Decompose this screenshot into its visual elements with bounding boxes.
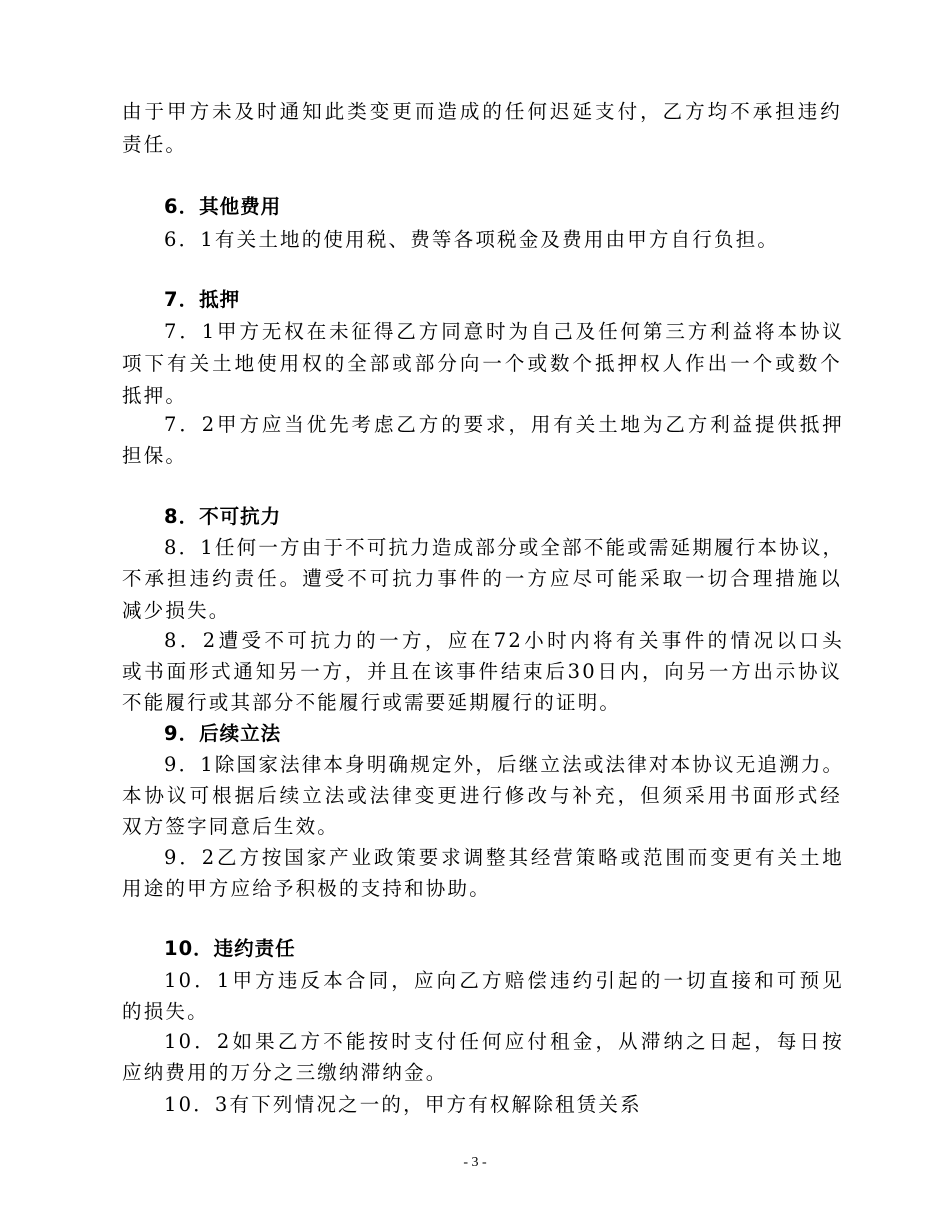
section-heading-7: 7．抵押 [164,288,241,311]
paragraph-line: 本协议可根据后续立法或法律变更进行修改与补充，但须采用书面形式经 [122,784,842,807]
clause-7-2: 7．2甲方应当优先考虑乙方的要求，用有关土地为乙方利益提供抵押 [164,413,844,436]
section-heading-10: 10．违约责任 [164,937,296,960]
page-number: - 3 - [463,1155,487,1170]
paragraph-line: 不承担违约责任。遭受不可抗力事件的一方应尽可能采取一切合理措施以 [122,567,842,590]
section-heading-8: 8．不可抗力 [164,505,282,528]
clause-10-3: 10．3有下列情况之一的，甲方有权解除租赁关系 [164,1093,642,1116]
clause-8-2: 8．2遭受不可抗力的一方，应在72小时内将有关事件的情况以口头 [164,629,844,652]
paragraph-line: 责任。 [122,133,188,156]
paragraph-line: 减少损失。 [122,599,231,622]
paragraph-line: 双方签字同意后生效。 [122,815,340,838]
clause-9-2: 9．2乙方按国家产业政策要求调整其经营策略或范围而变更有关土地 [164,846,844,869]
clause-6-1: 6．1有关土地的使用税、费等各项税金及费用由甲方自行负担。 [164,228,780,251]
paragraph-line: 应纳费用的万分之三缴纳滞纳金。 [122,1061,448,1084]
paragraph-line: 由于甲方未及时通知此类变更而造成的任何迟延支付，乙方均不承担违约 [122,100,842,123]
paragraph-line: 不能履行或其部分不能履行或需要延期履行的证明。 [122,691,622,714]
clause-8-1: 8．1任何一方由于不可抗力造成部分或全部不能或需延期履行本协议， [164,536,845,559]
paragraph-line: 的损失。 [122,1000,209,1023]
clause-10-1: 10．1甲方违反本合同，应向乙方赔偿违约引起的一切直接和可预见 [164,969,844,992]
paragraph-line: 用途的甲方应给予积极的支持和协助。 [122,877,491,900]
clause-9-1: 9．1除国家法律本身明确规定外，后继立法或法律对本协议无追溯力。 [164,753,845,776]
paragraph-line: 抵押。 [122,384,188,407]
paragraph-line: 担保。 [122,444,188,467]
paragraph-line: 项下有关土地使用权的全部或部分向一个或数个抵押权人作出一个或数个 [122,352,842,375]
clause-7-1: 7．1甲方无权在未征得乙方同意时为自己及任何第三方利益将本协议 [164,320,844,343]
clause-10-2: 10．2如果乙方不能按时支付任何应付租金，从滞纳之日起，每日按 [164,1030,844,1053]
section-heading-9: 9．后续立法 [164,722,282,745]
paragraph-line: 或书面形式通知另一方，并且在该事件结束后30日内，向另一方出示协议 [122,660,842,683]
section-heading-6: 6．其他费用 [164,195,282,218]
